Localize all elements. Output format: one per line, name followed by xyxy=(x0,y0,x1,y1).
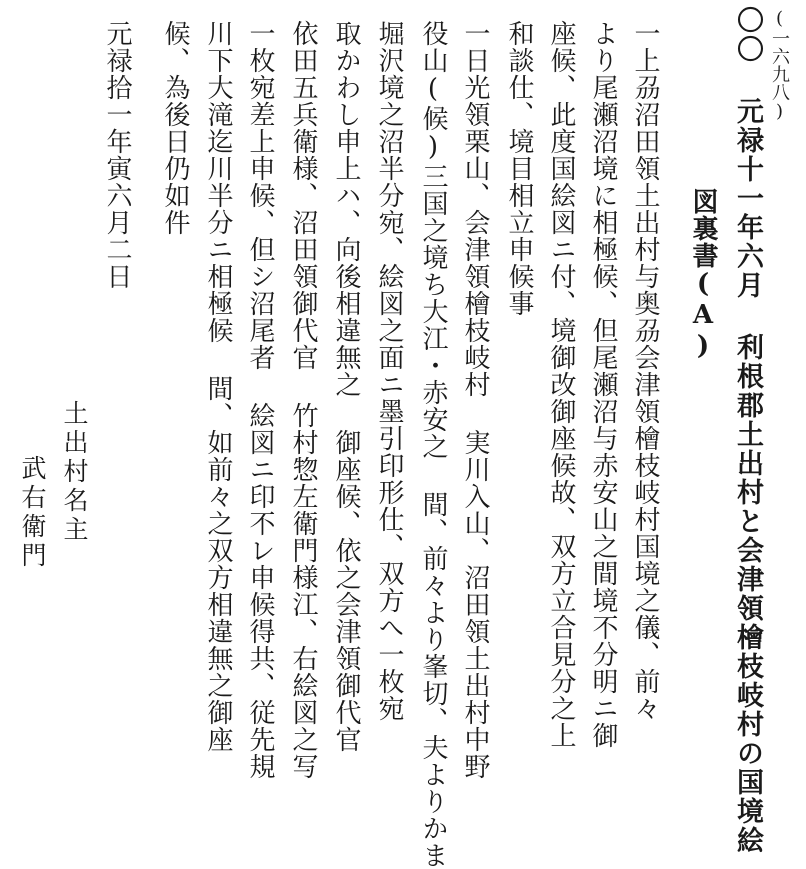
body-line-5: 一日光領栗山、会津領檜枝岐村 実川入山、沼田領土出村中野 xyxy=(460,20,490,780)
body-line-10: 一枚宛差上申候、但シ沼尾者 絵図ニ印不レ申候得共、従先規 xyxy=(245,20,275,780)
document-date: 元禄拾一年寅六月二日 xyxy=(102,20,132,290)
body-line-2: より尾瀬沼境に相極候、但尾瀬沼与赤安山之間境不分明ニ御 xyxy=(588,20,618,749)
body-line-7: 堀沢境之沼半分宛、絵図之面ニ墨引印形仕、双方へ一枚宛 xyxy=(374,20,404,722)
body-line-12: 候、為後日仍如件 xyxy=(160,20,190,236)
body-line-11: 川下大滝迄川半分ニ相極候 間、如前々之双方相違無之御座 xyxy=(203,20,233,753)
year-note: (一六九八) xyxy=(769,8,790,122)
signatory-name: 武右衛門 xyxy=(18,455,47,571)
body-line-9: 依田五兵衛様、沼田領御代官 竹村惣左衛門様江、右絵図之写 xyxy=(288,20,318,780)
body-line-4: 和談仕、境目相立申候事 xyxy=(504,20,534,317)
signatory-office: 土出村名主 xyxy=(60,400,89,545)
body-line-8: 取かわし申上ハ、向後相違無之 御座候、依之会津領御代官 xyxy=(331,20,361,753)
body-line-6: 役山(候)三国之境ち大江・赤安之 間、前々より峯切、夫よりかま xyxy=(418,20,448,869)
document-title: 〇〇 元禄十一年六月 利根郡土出村と会津領檜枝岐村の国境絵 xyxy=(732,6,763,855)
body-line-3: 座候、此度国絵図ニ付、境御改御座候故、双方立合見分之上 xyxy=(546,20,576,749)
document-subtitle: 図裏書(A) xyxy=(688,188,718,362)
body-line-1: 一上刕沼田領土出村与奥刕会津領檜枝岐村国境之儀、前々 xyxy=(630,20,660,722)
